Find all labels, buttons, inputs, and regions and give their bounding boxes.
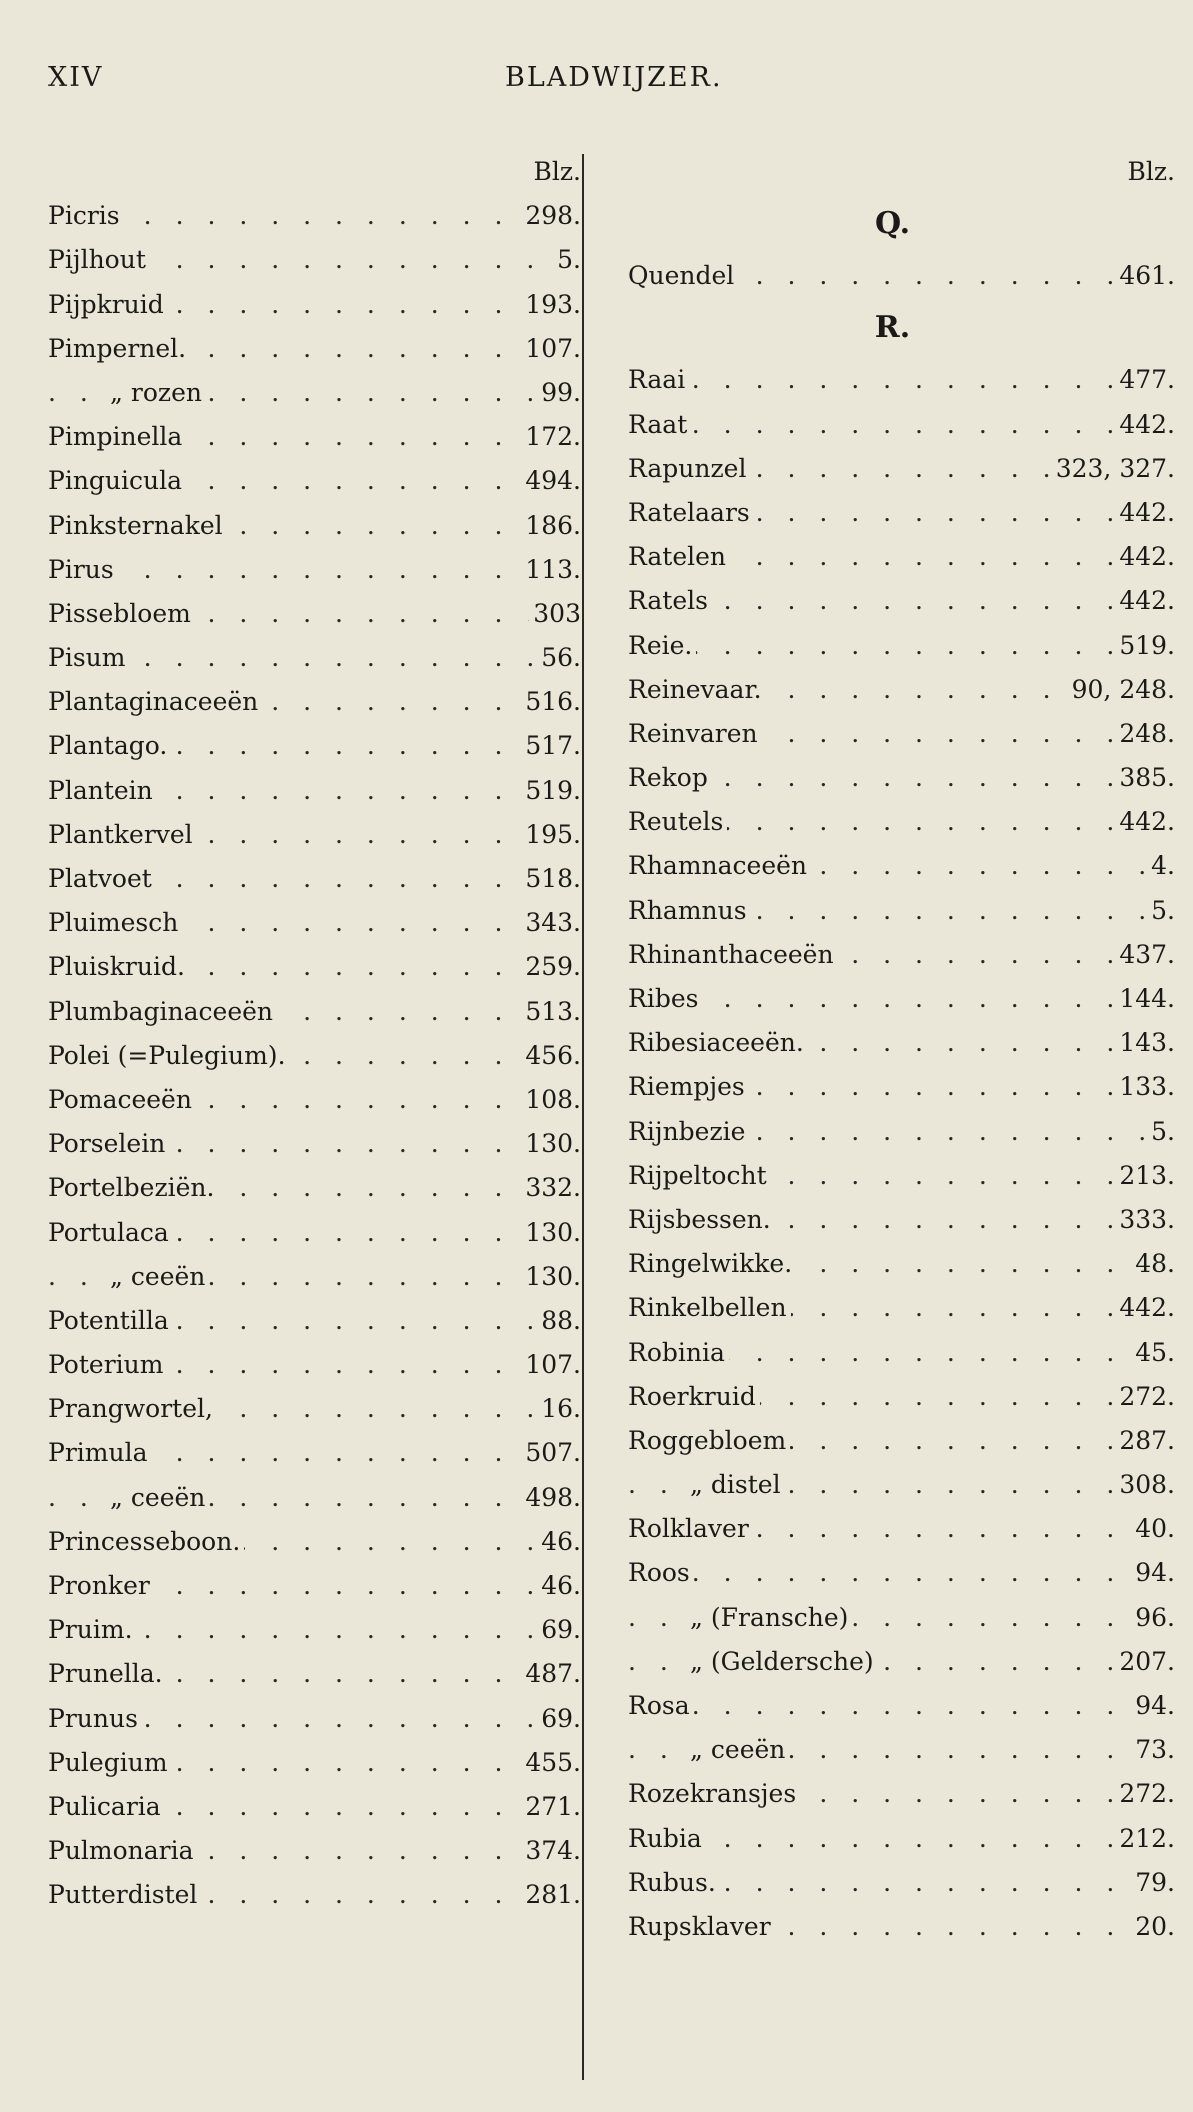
- entry-page-number: 477.: [1115, 358, 1175, 402]
- entry-page-number: 69.: [537, 1608, 581, 1652]
- leader-dots: [628, 977, 1175, 1021]
- entry-term: Prangwortel,: [48, 1387, 217, 1431]
- entry-term: Rinkelbellen: [628, 1286, 791, 1330]
- entry-term: Ribesiaceeën.: [628, 1021, 808, 1065]
- entry-term: Reie.: [628, 624, 696, 668]
- entry-term: Pulegium: [48, 1741, 172, 1785]
- entry-page-number: 271.: [521, 1785, 581, 1829]
- index-entry: [610, 1286, 1175, 1330]
- entry-page-number: 308.: [1115, 1463, 1175, 1507]
- index-entry: [610, 1905, 1175, 1949]
- entry-term: Rolklaver: [628, 1507, 753, 1551]
- index-entry: [30, 1166, 585, 1210]
- index-column-left: [30, 150, 585, 1918]
- index-entry: [30, 680, 585, 724]
- index-entry: [610, 933, 1175, 977]
- entry-term: Reutels: [628, 800, 727, 844]
- index-entry: [610, 756, 1175, 800]
- entry-page-number: 212.: [1115, 1817, 1175, 1861]
- entry-term: Rhamnus: [628, 889, 751, 933]
- entry-term: „ (Fransche): [690, 1596, 852, 1640]
- entry-page-number: 287.: [1115, 1419, 1175, 1463]
- index-entry: [30, 194, 585, 238]
- leader-dots: [628, 1817, 1175, 1861]
- page-header: [0, 62, 1193, 102]
- entry-page-number: 213.: [1115, 1154, 1175, 1198]
- entry-term: Rozekransjes: [628, 1772, 800, 1816]
- entry-term: „ ceeën: [110, 1255, 209, 1299]
- entry-page-number: 130.: [521, 1122, 581, 1166]
- index-entry: [610, 358, 1175, 402]
- page-number: XIV: [48, 62, 104, 93]
- entry-page-number: 46.: [537, 1564, 581, 1608]
- index-entry: [30, 1608, 585, 1652]
- entry-page-number: 207.: [1115, 1640, 1175, 1684]
- entry-term: Pronker: [48, 1564, 154, 1608]
- entry-page-number: 517.: [521, 724, 581, 768]
- entry-term: „ ceeën: [690, 1728, 789, 1772]
- index-entry: [610, 1065, 1175, 1109]
- entry-term: Plumbaginaceeën: [48, 990, 277, 1034]
- entry-page-number: 46.: [537, 1520, 581, 1564]
- entry-page-number: 88.: [537, 1299, 581, 1343]
- entry-term: Roos: [628, 1551, 694, 1595]
- entry-term: Pijpkruid: [48, 283, 168, 327]
- entry-page-number: 332.: [521, 1166, 581, 1210]
- index-entry: [30, 415, 585, 459]
- index-entry: [610, 1110, 1175, 1154]
- entry-term: Ratelen: [628, 535, 730, 579]
- index-entry: [610, 1198, 1175, 1242]
- entry-page-number: 442.: [1115, 800, 1175, 844]
- entry-page-number: 442.: [1115, 1286, 1175, 1330]
- entry-term: Pruim.: [48, 1608, 137, 1652]
- entry-term: Rosa: [628, 1684, 694, 1728]
- entry-term: Portelbeziën.: [48, 1166, 218, 1210]
- index-entry: [30, 769, 585, 813]
- index-entry: [30, 1299, 585, 1343]
- index-entry: [30, 857, 585, 901]
- entry-page-number: 281.: [521, 1873, 581, 1917]
- entry-page-number: 193.: [521, 283, 581, 327]
- index-entry: [30, 1476, 585, 1520]
- entry-term: Rijpeltocht: [628, 1154, 771, 1198]
- entry-term: Platvoet: [48, 857, 156, 901]
- entry-term: Ratelaars: [628, 491, 754, 535]
- entry-term: Pirus: [48, 548, 118, 592]
- entry-term: Rijsbessen.: [628, 1198, 775, 1242]
- entry-term: Rupsklaver: [628, 1905, 775, 1949]
- entry-term: Rekop: [628, 756, 712, 800]
- index-column-right: [610, 150, 1175, 1949]
- index-entry: [30, 1387, 585, 1431]
- entry-page-number: 498.: [521, 1476, 581, 1520]
- index-entry: [610, 1817, 1175, 1861]
- entry-term: „ (Geldersche): [690, 1640, 878, 1684]
- entry-page-number: 272.: [1115, 1772, 1175, 1816]
- index-entry: [30, 1829, 585, 1873]
- entry-page-number: 5.: [1147, 889, 1175, 933]
- index-entry: [610, 889, 1175, 933]
- entry-page-number: 73.: [1131, 1728, 1175, 1772]
- index-entry: [30, 636, 585, 680]
- entry-term: Potentilla: [48, 1299, 173, 1343]
- leader-dots: [628, 624, 1175, 668]
- entry-term: Rhamnaceeën: [628, 844, 811, 888]
- index-entry: [30, 1122, 585, 1166]
- entry-term: Primula: [48, 1431, 151, 1475]
- entry-term: Pluimesch: [48, 901, 182, 945]
- index-entry: [610, 977, 1175, 1021]
- index-entry: [610, 1375, 1175, 1419]
- entry-page-number: 519.: [1115, 624, 1175, 668]
- index-entry: [30, 1564, 585, 1608]
- entry-page-number: 442.: [1115, 491, 1175, 535]
- entry-page-number: 516.: [521, 680, 581, 724]
- entry-page-number: 437.: [1115, 933, 1175, 977]
- section-letter-text: R.: [874, 310, 911, 346]
- entry-term: Poterium: [48, 1343, 167, 1387]
- entry-page-number: 487.: [521, 1652, 581, 1696]
- entry-page-number: 69.: [537, 1697, 581, 1741]
- entry-term: „ rozen: [110, 371, 206, 415]
- index-entry: [30, 901, 585, 945]
- entry-term: Reinevaar.: [628, 668, 766, 712]
- entry-term: Roerkruid: [628, 1375, 760, 1419]
- entry-page-number: 519.: [521, 769, 581, 813]
- entry-page-number: 195.: [521, 813, 581, 857]
- entry-page-number: 248.: [1115, 712, 1175, 756]
- entry-term: Raai: [628, 358, 689, 402]
- entry-page-number: 107.: [521, 327, 581, 371]
- entry-page-number: 455.: [521, 1741, 581, 1785]
- entry-term: Polei (=Pulegium).: [48, 1034, 290, 1078]
- leader-dots: [628, 403, 1175, 447]
- entry-page-number: 107.: [521, 1343, 581, 1387]
- index-entry: [610, 800, 1175, 844]
- index-entry: [30, 1520, 585, 1564]
- leader-dots: [628, 1684, 1175, 1728]
- entry-term: Rapunzel: [628, 447, 750, 491]
- entry-term: Pijlhout: [48, 238, 150, 282]
- entry-term: Pomaceeën: [48, 1078, 196, 1122]
- entry-page-number: 323, 327.: [1052, 447, 1175, 491]
- blz-label: Blz.: [530, 150, 582, 194]
- entry-term: Roggebloem: [628, 1419, 790, 1463]
- entry-term: Riempjes: [628, 1065, 749, 1109]
- index-entry: [610, 844, 1175, 888]
- index-entry: [30, 1652, 585, 1696]
- index-entry: [30, 504, 585, 548]
- entry-term: Rubus.: [628, 1861, 720, 1905]
- index-entry: [610, 624, 1175, 668]
- index-entry: [610, 403, 1175, 447]
- index-entry: [30, 1343, 585, 1387]
- index-entry: [30, 371, 585, 415]
- entry-term: Prunella.: [48, 1652, 167, 1696]
- index-list-q: [610, 254, 1175, 298]
- entry-page-number: 108.: [521, 1078, 581, 1122]
- entry-page-number: 442.: [1115, 535, 1175, 579]
- entry-term: Ringelwikke.: [628, 1242, 796, 1286]
- entry-page-number: 172.: [521, 415, 581, 459]
- section-letter-text: Q.: [874, 206, 911, 242]
- entry-page-number: 96.: [1131, 1596, 1175, 1640]
- entry-term: Reinvaren: [628, 712, 762, 756]
- index-entry: [30, 1034, 585, 1078]
- entry-term: Ratels: [628, 579, 712, 623]
- entry-term: Rhinanthaceeën: [628, 933, 838, 977]
- blz-heading-left: [30, 150, 585, 194]
- entry-term: Ribes: [628, 977, 702, 1021]
- index-entry: [610, 1154, 1175, 1198]
- entry-page-number: 40.: [1131, 1507, 1175, 1551]
- entry-page-number: 4.: [1147, 844, 1175, 888]
- entry-page-number: 48.: [1131, 1242, 1175, 1286]
- index-entry: [610, 1463, 1175, 1507]
- index-list-r: [610, 358, 1175, 1949]
- entry-page-number: 507.: [521, 1431, 581, 1475]
- section-letter-q: [610, 194, 1175, 254]
- entry-term: Robinia: [628, 1331, 729, 1375]
- index-entry: [610, 1772, 1175, 1816]
- index-entry: [610, 447, 1175, 491]
- entry-term: „ ceeën: [110, 1476, 209, 1520]
- index-entry: [30, 592, 585, 636]
- running-title: BLADWIJZER.: [505, 62, 723, 93]
- entry-page-number: 144.: [1115, 977, 1175, 1021]
- entry-page-number: 94.: [1131, 1684, 1175, 1728]
- entry-page-number: 385.: [1115, 756, 1175, 800]
- entry-term: Plantago.: [48, 724, 171, 768]
- entry-page-number: 442.: [1115, 403, 1175, 447]
- entry-page-number: 494.: [521, 459, 581, 503]
- index-entry: [610, 1596, 1175, 1640]
- entry-page-number: 518.: [521, 857, 581, 901]
- entry-page-number: 333.: [1115, 1198, 1175, 1242]
- entry-page-number: 374.: [521, 1829, 581, 1873]
- index-entry: [610, 535, 1175, 579]
- index-entry: [610, 1021, 1175, 1065]
- entry-page-number: 130.: [521, 1211, 581, 1255]
- entry-page-number: 442.: [1115, 579, 1175, 623]
- entry-page-number: 186.: [521, 504, 581, 548]
- index-entry: [30, 1741, 585, 1785]
- entry-term: Plantein: [48, 769, 157, 813]
- entry-page-number: 16.: [537, 1387, 581, 1431]
- blz-heading-right: [610, 150, 1175, 194]
- index-entry: [30, 1078, 585, 1122]
- leader-dots: [48, 548, 585, 592]
- entry-page-number: 20.: [1131, 1905, 1175, 1949]
- index-entry: [610, 1551, 1175, 1595]
- entry-term: Plantkervel: [48, 813, 197, 857]
- entry-page-number: 56.: [537, 636, 581, 680]
- entry-term: Pulicaria: [48, 1785, 165, 1829]
- entry-page-number: 259.: [521, 945, 581, 989]
- index-entry: [610, 1640, 1175, 1684]
- index-entry: [610, 254, 1175, 298]
- entry-page-number: 343.: [521, 901, 581, 945]
- entry-term: Raat: [628, 403, 691, 447]
- entry-term: Picris: [48, 194, 124, 238]
- entry-page-number: 94.: [1131, 1551, 1175, 1595]
- entry-term: Porselein: [48, 1122, 169, 1166]
- leader-dots: [628, 1551, 1175, 1595]
- index-entry: [30, 990, 585, 1034]
- entry-page-number: 130.: [521, 1255, 581, 1299]
- entry-page-number: 45.: [1131, 1331, 1175, 1375]
- index-entry: [30, 283, 585, 327]
- index-entry: [610, 1507, 1175, 1551]
- index-entry: [610, 1861, 1175, 1905]
- entry-page-number: 79.: [1131, 1861, 1175, 1905]
- entry-page-number: 513.: [521, 990, 581, 1034]
- index-entry: [610, 668, 1175, 712]
- index-list-left: [30, 194, 585, 1917]
- entry-term: Prunus: [48, 1697, 142, 1741]
- entry-term: Portulaca: [48, 1211, 173, 1255]
- entry-page-number: 99.: [537, 371, 581, 415]
- entry-term: Plantaginaceeën: [48, 680, 262, 724]
- section-letter-r: [610, 298, 1175, 358]
- index-entry: [30, 813, 585, 857]
- entry-page-number: 143.: [1115, 1021, 1175, 1065]
- blz-label: Blz.: [1124, 150, 1176, 194]
- index-entry: [30, 1211, 585, 1255]
- index-entry: [610, 1419, 1175, 1463]
- entry-page-number: 303: [529, 592, 581, 636]
- entry-term: Princesseboon.: [48, 1520, 244, 1564]
- entry-term: Quendel: [628, 254, 738, 298]
- entry-term: Pimpinella: [48, 415, 186, 459]
- index-entry: [30, 1873, 585, 1917]
- index-entry: [30, 238, 585, 282]
- index-entry: [610, 491, 1175, 535]
- entry-term: „ distel: [690, 1463, 785, 1507]
- entry-term: Rubia: [628, 1817, 706, 1861]
- leader-dots: [628, 358, 1175, 402]
- entry-term: Rijnbezie: [628, 1110, 749, 1154]
- index-entry: [30, 945, 585, 989]
- entry-term: Pinksternakel: [48, 504, 227, 548]
- index-entry: [30, 724, 585, 768]
- index-entry: [610, 579, 1175, 623]
- index-entry: [610, 1728, 1175, 1772]
- entry-term: Putterdistel: [48, 1873, 201, 1917]
- index-entry: [610, 712, 1175, 756]
- entry-page-number: 5.: [1147, 1110, 1175, 1154]
- entry-term: Pluiskruid.: [48, 945, 189, 989]
- entry-term: Pinguicula: [48, 459, 186, 503]
- index-entry: [30, 1785, 585, 1829]
- index-entry: [30, 1697, 585, 1741]
- entry-term: Pimpernel.: [48, 327, 190, 371]
- leader-dots: [48, 194, 585, 238]
- index-entry: [610, 1684, 1175, 1728]
- entry-page-number: 90, 248.: [1068, 668, 1175, 712]
- index-entry: [610, 1331, 1175, 1375]
- entry-page-number: 133.: [1115, 1065, 1175, 1109]
- entry-page-number: 5.: [553, 238, 581, 282]
- index-entry: [30, 1255, 585, 1299]
- entry-page-number: 461.: [1115, 254, 1175, 298]
- index-entry: [30, 459, 585, 503]
- entry-page-number: 272.: [1115, 1375, 1175, 1419]
- entry-page-number: 113.: [521, 548, 581, 592]
- index-entry: [30, 548, 585, 592]
- index-entry: [30, 1431, 585, 1475]
- entry-page-number: 298.: [521, 194, 581, 238]
- entry-page-number: 456.: [521, 1034, 581, 1078]
- entry-term: Pisum: [48, 636, 129, 680]
- index-entry: [30, 327, 585, 371]
- index-entry: [610, 1242, 1175, 1286]
- entry-term: Pulmonaria: [48, 1829, 198, 1873]
- entry-term: Pissebloem: [48, 592, 195, 636]
